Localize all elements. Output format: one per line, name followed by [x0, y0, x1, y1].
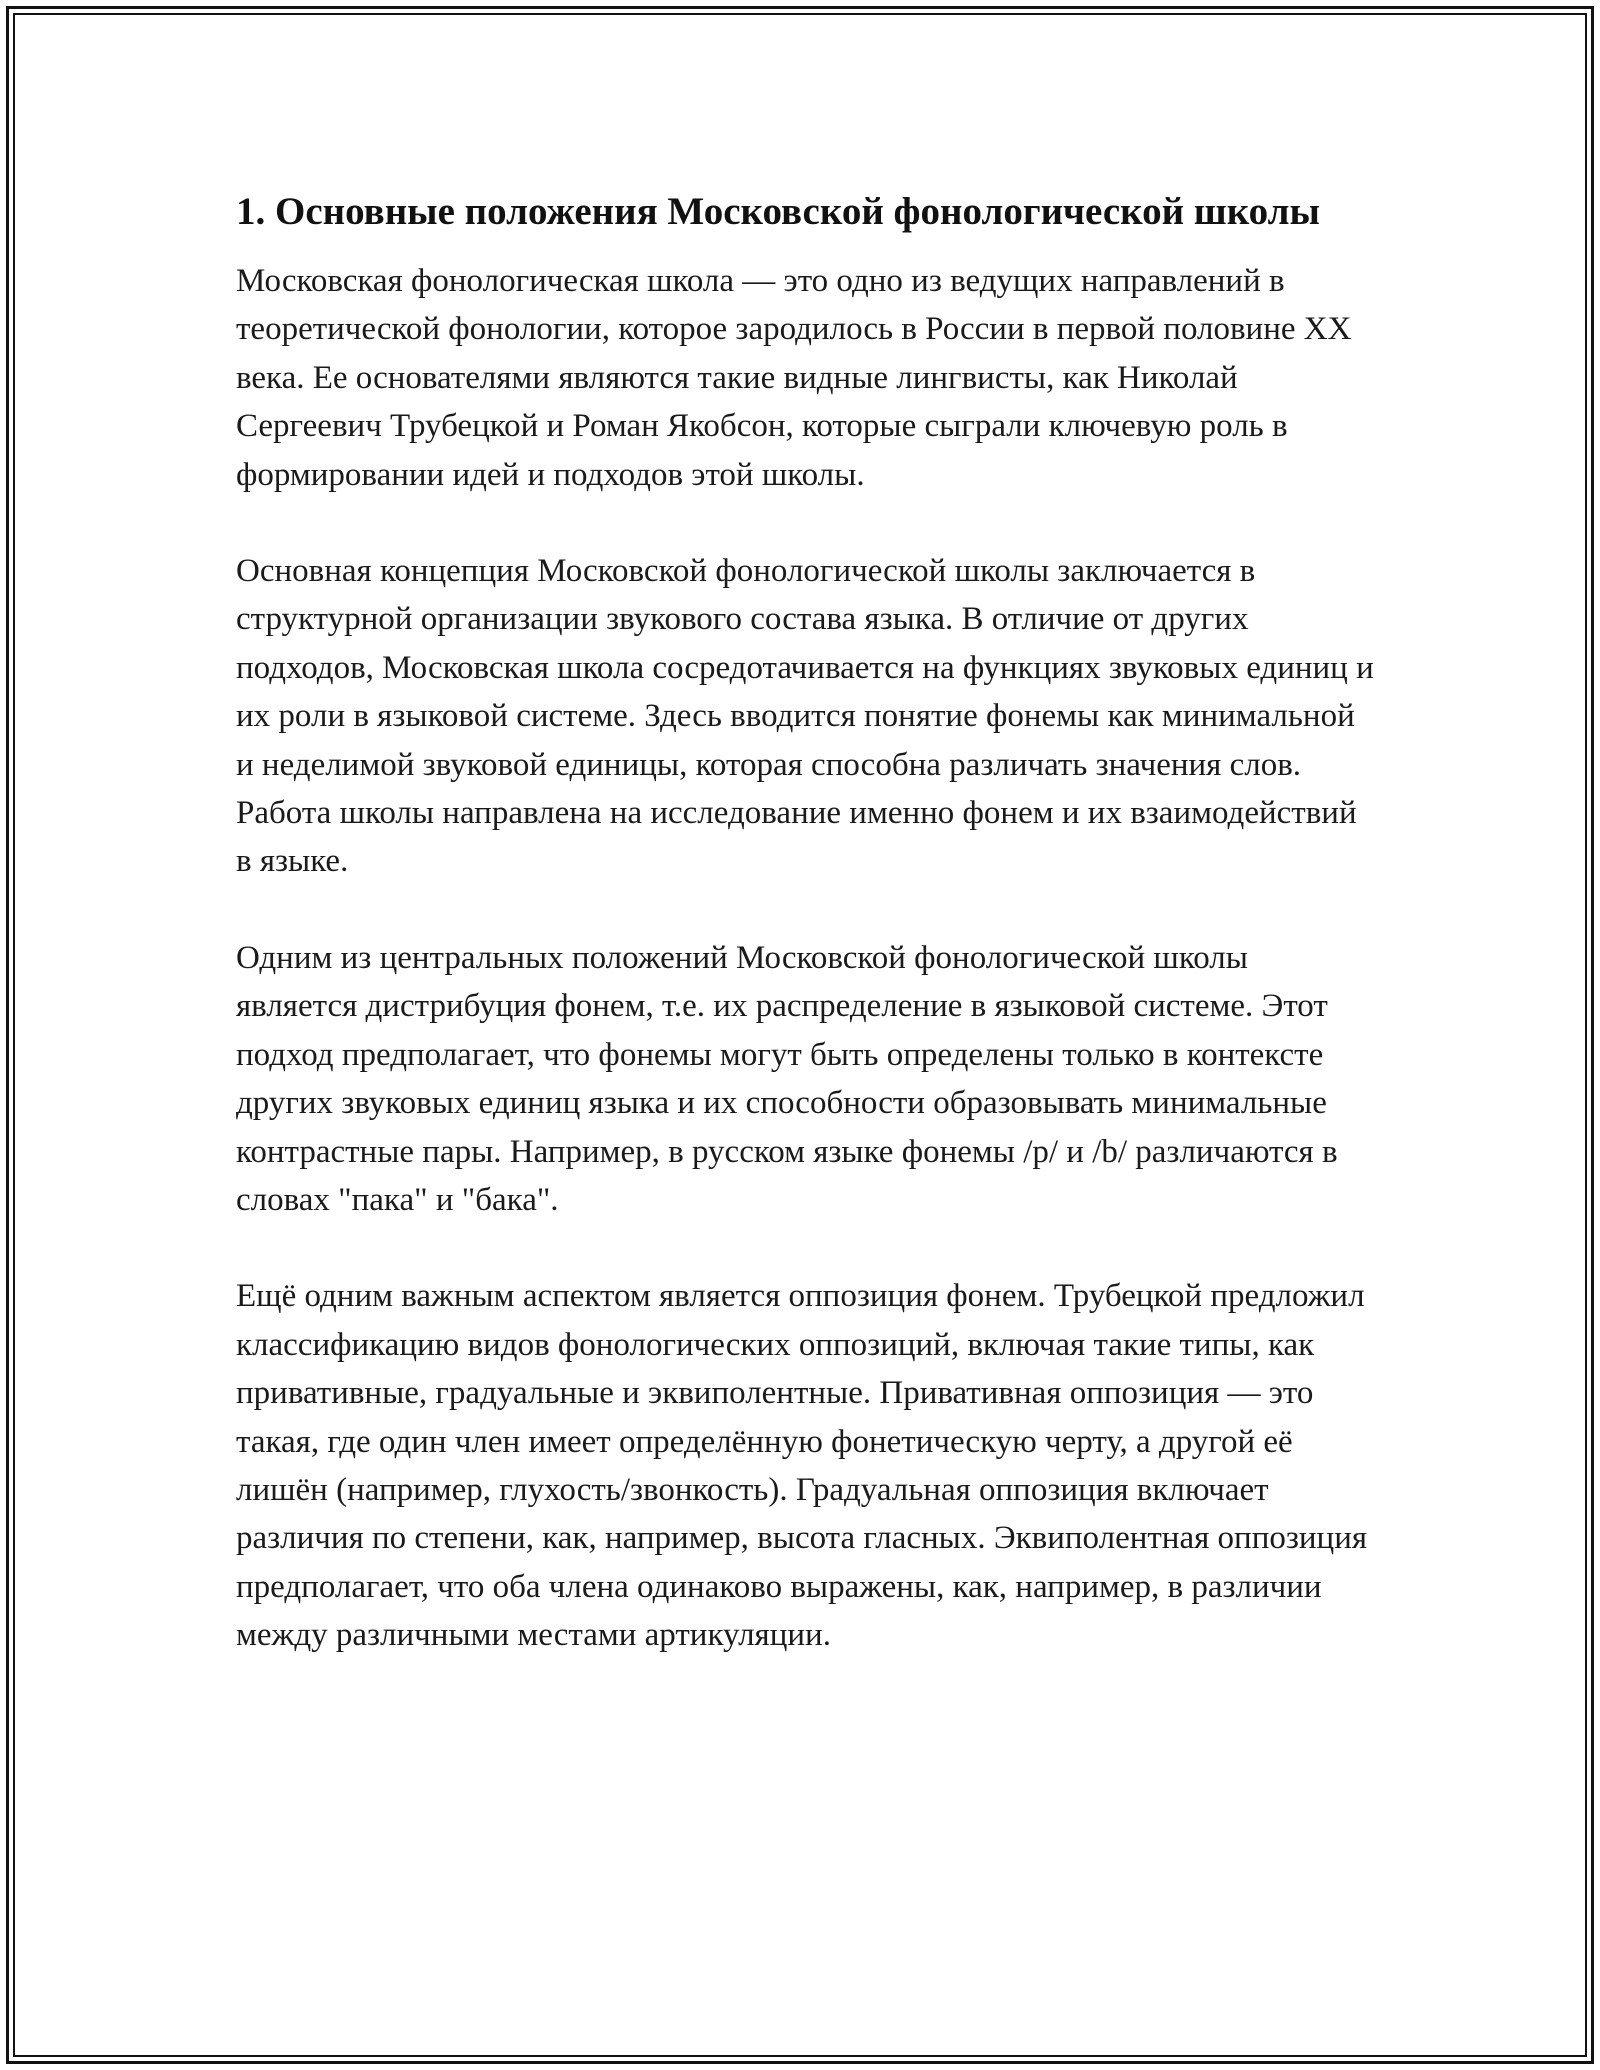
paragraph-distribution: Одним из центральных положений Московской фонологической школы является дистрибуция фонем, т.е. их распределение в языковой системе. Этот подход предполагает, что фонемы могут быть определены только в контексте других звуковых единиц языка и их способности образовывать минимальные контрастные пары. Например, в русском языке фонемы /p/ и /b/ различаются в словах "пака" и "бака".: [236, 939, 1338, 1218]
paragraph-intro: Московская фонологическая школа — это одно из ведущих направлений в теоретической фонологии, которое зародилось в России в первой половине XX века. Ее основателями являются такие видные лингвисты, как Николай Сергеевич Трубецкой и Роман Якобсон, которые сыграли ключевую роль в формировании идей и подходов этой школы.: [236, 263, 1352, 493]
paragraph-opposition: Ещё одним важным аспектом является оппозиция фонем. Трубецкой предложил классификацию видов фонологических оппозиций, включая такие типы, как привативные, градуальные и эквиполентные. Привативная оппозиция — это такая, где один член имеет определённую фонетическую черту, а другой её лишён (например, глухость/звонкость). Градуальная оппозиция включает различия по степени, как, например, высота гласных. Эквиполентная оппозиция предполагает, что оба члена одинаково выражены, как, например, в различии между различными местами артикуляции.: [236, 1278, 1368, 1654]
section-title: 1. Основные положения Московской фонологической школы: [236, 190, 1321, 233]
document-page: [236, 185, 1376, 1708]
paragraph-concept: Основная концепция Московской фонологической школы заключается в структурной организации звукового состава языка. В отличие от других подходов, Московская школа сосредотачивается на функциях звуковых единиц и их роли в языковой системе. Здесь вводится понятие фонемы как минимальной и неделимой звуковой единицы, которая способна различать значения слов. Работа школы направлена на исследование именно фонем и их взаимодействий в языке.: [236, 553, 1374, 880]
